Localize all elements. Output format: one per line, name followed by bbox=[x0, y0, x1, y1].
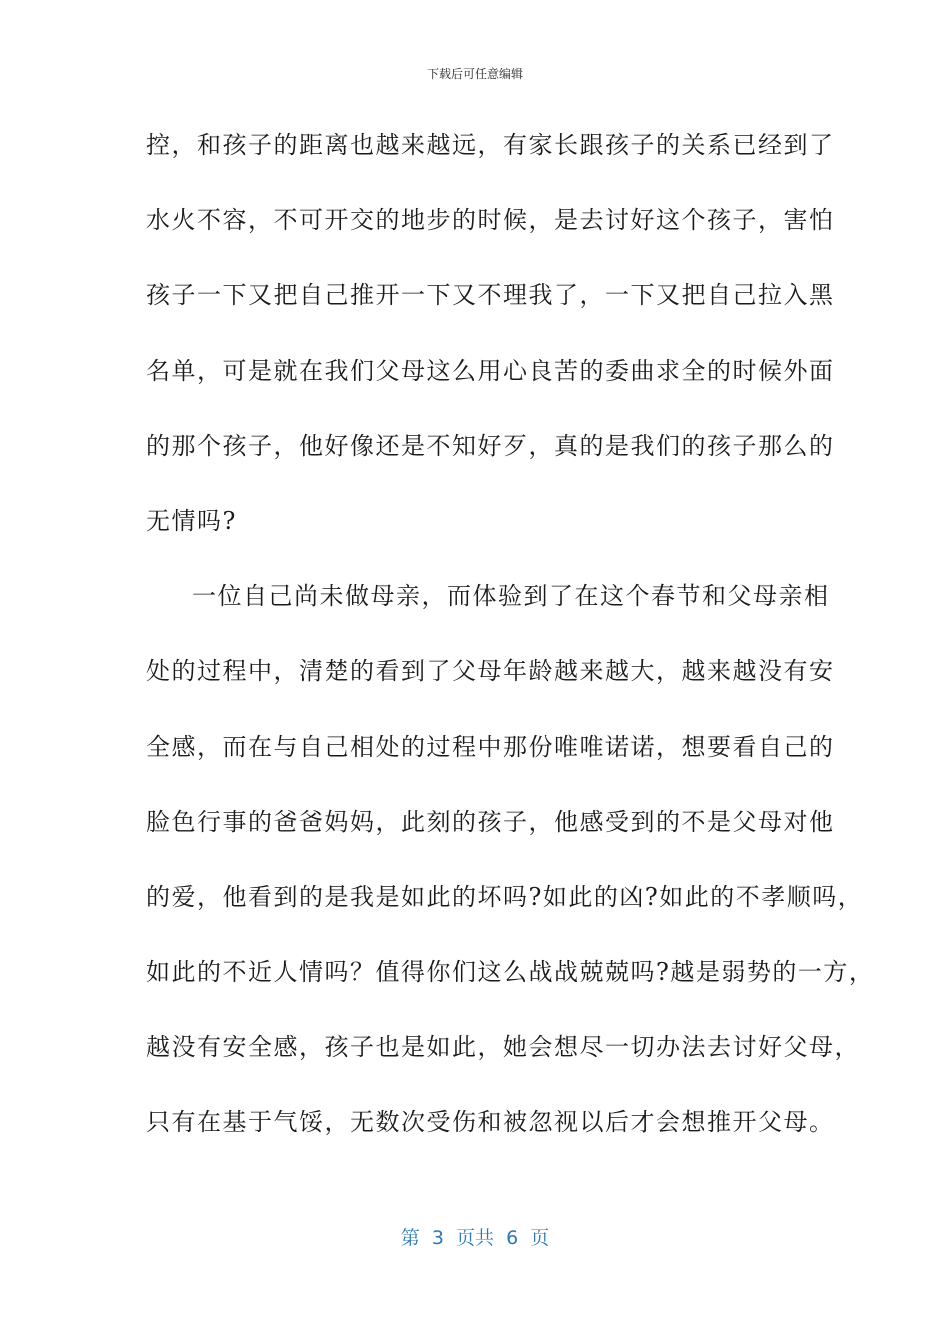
text-line: 全感，而在与自己相处的过程中那份唯唯诺诺，想要看自己的 bbox=[146, 732, 835, 761]
text-line: 水火不容，不可开交的地步的时候，是去讨好这个孩子，害怕 bbox=[146, 206, 835, 235]
text-line: 孩子一下又把自己推开一下又不理我了，一下又把自己拉入黑 bbox=[146, 281, 835, 310]
document-body bbox=[146, 122, 875, 1175]
text-line: 脸色行事的爸爸妈妈，此刻的孩子，他感受到的不是父母对他 bbox=[146, 807, 835, 836]
text-line: 如此的不近人情吗？值得你们这么战战兢兢吗?越是弱势的一方， bbox=[146, 958, 875, 987]
paragraph-first-line: 一位自己尚未做母亲，而体验到了在这个春节和父母亲相 bbox=[192, 582, 830, 611]
page-number: 第 3 页共 6 页 bbox=[400, 1227, 550, 1249]
text-line: 越没有安全感，孩子也是如此，她会想尽一切办法去讨好父母， bbox=[146, 1033, 860, 1062]
text-line: 控，和孩子的距离也越来越远，有家长跟孩子的关系已经到了 bbox=[146, 131, 835, 159]
text-line: 名单，可是就在我们父母这么用心良苦的委曲求全的时候外面 bbox=[146, 356, 835, 385]
page-header: 下载后可任意编辑 bbox=[426, 67, 523, 81]
text-line: 的那个孩子，他好像还是不知好歹，真的是我们的孩子那么的 bbox=[146, 431, 835, 460]
text-line: 只有在基于气馁，无数次受伤和被忽视以后才会想推开父母。 bbox=[146, 1108, 835, 1137]
text-line: 的爱，他看到的是我是如此的坏吗?如此的凶?如此的不孝顺吗， bbox=[146, 882, 864, 911]
text-line: 处的过程中，清楚的看到了父母年龄越来越大，越来越没有安 bbox=[146, 657, 835, 686]
text-line: 无情吗? bbox=[146, 506, 237, 535]
